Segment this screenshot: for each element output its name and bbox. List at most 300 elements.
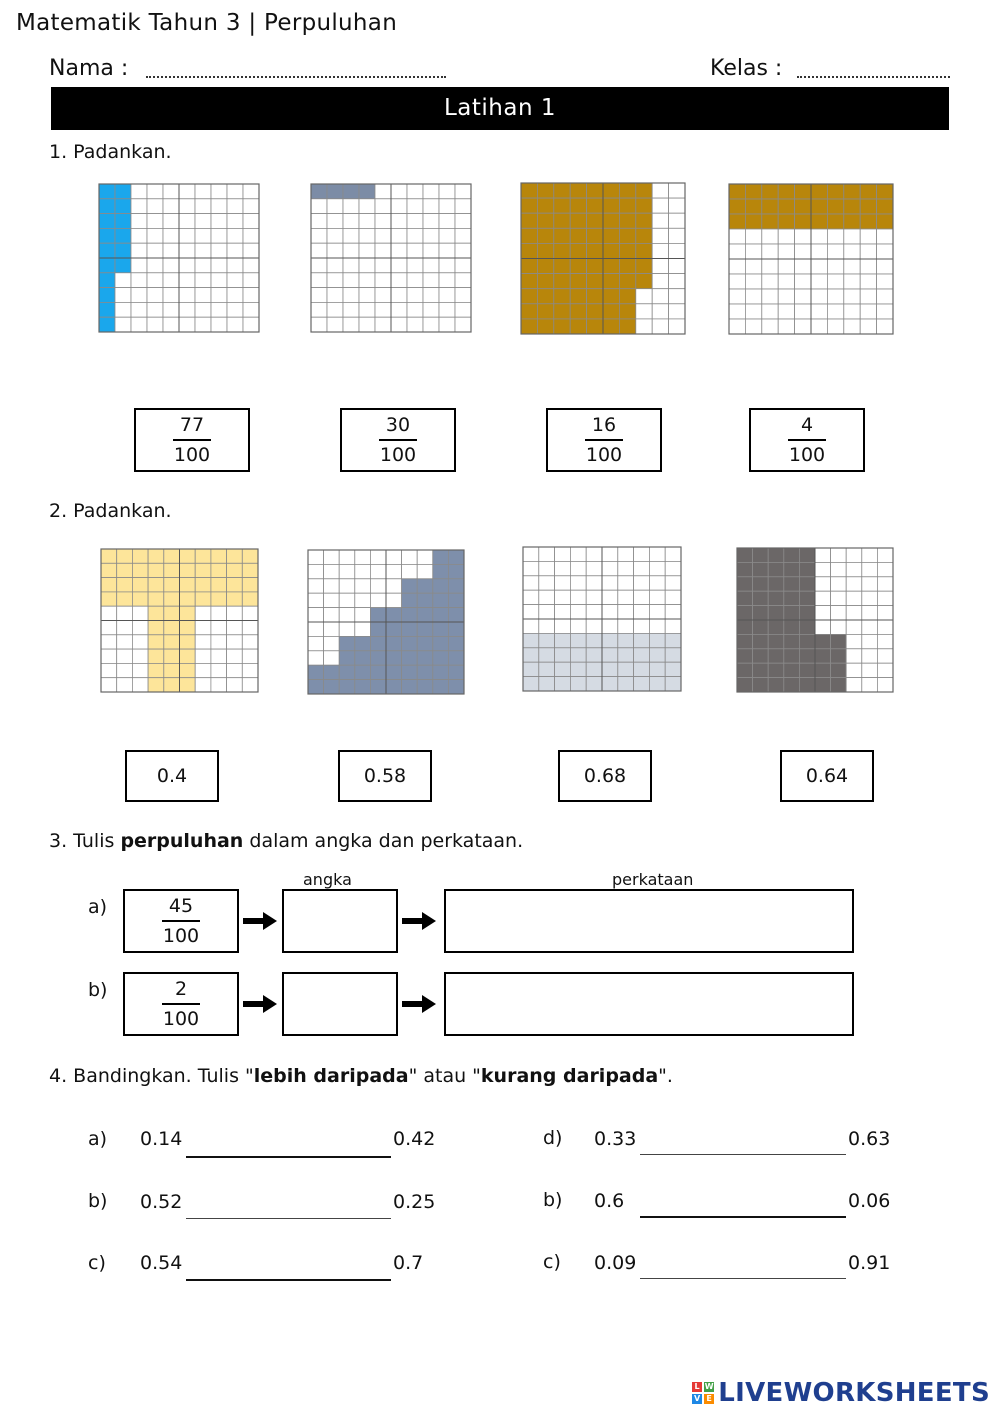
- grid-square: [737, 591, 753, 605]
- grid-square: [831, 634, 847, 648]
- grid-square: [324, 550, 340, 564]
- grid-square: [799, 678, 815, 692]
- grid-square: [115, 243, 131, 258]
- grid-square: [355, 636, 371, 650]
- grid-square: [339, 651, 355, 665]
- grid-square: [652, 319, 668, 334]
- grid-square: [195, 635, 211, 649]
- grid-square: [115, 317, 131, 332]
- compare-label: b): [88, 1190, 108, 1212]
- hundred-grid-2a: [100, 548, 259, 693]
- grid-square: [570, 289, 586, 304]
- grid-square: [860, 289, 876, 304]
- grid-square: [355, 651, 371, 665]
- grid-square: [602, 576, 618, 590]
- grid-square: [753, 634, 769, 648]
- grid-square: [587, 319, 603, 334]
- fraction-card-1[interactable]: [134, 408, 250, 472]
- grid-square: [669, 243, 685, 258]
- grid-square: [311, 199, 327, 214]
- grid-square: [862, 649, 878, 663]
- grid-square: [386, 622, 402, 636]
- grid-square: [324, 665, 340, 679]
- grid-square: [147, 228, 163, 243]
- grid-square: [455, 302, 471, 317]
- compare-answer-line[interactable]: [186, 1156, 391, 1158]
- grid-square: [375, 258, 391, 273]
- grid-square: [811, 184, 827, 199]
- compare-label: d): [543, 1127, 563, 1149]
- grid-square: [636, 198, 652, 213]
- grid-square: [117, 549, 133, 563]
- compare-answer-line[interactable]: [640, 1278, 846, 1279]
- logo-mark-icon: [692, 1382, 714, 1404]
- decimal-card-2[interactable]: 0.58: [338, 750, 432, 802]
- grid-square: [554, 213, 570, 228]
- perkataan-input-a[interactable]: [444, 889, 854, 953]
- grid-square: [737, 663, 753, 677]
- col-angka-label: angka: [303, 870, 352, 889]
- grid-square: [860, 304, 876, 319]
- grid-square: [603, 243, 619, 258]
- grid-square: [327, 243, 343, 258]
- grid-square: [768, 606, 784, 620]
- grid-square: [164, 649, 180, 663]
- grid-square: [799, 562, 815, 576]
- grid-square: [242, 635, 258, 649]
- grid-square: [521, 183, 537, 198]
- grid-square: [339, 622, 355, 636]
- grid-square: [311, 258, 327, 273]
- grid-square: [862, 634, 878, 648]
- grid-square: [649, 619, 665, 633]
- grid-square: [308, 665, 324, 679]
- grid-square: [762, 184, 778, 199]
- grid-square: [211, 635, 227, 649]
- grid-square: [795, 244, 811, 259]
- grid-square: [619, 183, 635, 198]
- grid-square: [147, 273, 163, 288]
- grid-square: [359, 317, 375, 332]
- grid-square: [539, 605, 555, 619]
- grid-square: [355, 665, 371, 679]
- numerator: 16: [591, 414, 617, 437]
- grid-square: [860, 319, 876, 334]
- grid-square: [147, 184, 163, 199]
- grid-square: [846, 548, 862, 562]
- grid-square: [521, 259, 537, 274]
- compare-left-value: 0.54: [140, 1252, 183, 1274]
- grid-square: [391, 214, 407, 229]
- grid-square: [778, 229, 794, 244]
- grid-square: [602, 547, 618, 561]
- grid-square: [179, 184, 195, 199]
- grid-square: [729, 274, 745, 289]
- compare-answer-line[interactable]: [186, 1279, 391, 1281]
- grid-square: [407, 184, 423, 199]
- grid-square: [417, 550, 433, 564]
- grid-square: [523, 576, 539, 590]
- grid-square: [636, 289, 652, 304]
- grid-square: [359, 273, 375, 288]
- hundred-grid-1d: [728, 183, 894, 335]
- grid-square: [131, 317, 147, 332]
- grid-square: [355, 579, 371, 593]
- grid-square: [665, 547, 681, 561]
- grid-square: [179, 243, 195, 258]
- grid-square: [669, 274, 685, 289]
- grid-square: [391, 258, 407, 273]
- grid-square: [423, 273, 439, 288]
- grid-square: [844, 229, 860, 244]
- grid-square: [778, 304, 794, 319]
- grid-square: [370, 636, 386, 650]
- grid-square: [844, 259, 860, 274]
- grid-square: [343, 214, 359, 229]
- grid-square: [827, 244, 843, 259]
- grid-square: [652, 228, 668, 243]
- decimal-card-4[interactable]: 0.64: [780, 750, 874, 802]
- grid-square: [227, 199, 243, 214]
- grid-square: [729, 304, 745, 319]
- grid-square: [308, 608, 324, 622]
- grid-square: [778, 319, 794, 334]
- grid-square: [455, 228, 471, 243]
- grid-square: [243, 317, 259, 332]
- grid-square: [417, 622, 433, 636]
- grid-square: [636, 274, 652, 289]
- grid-square: [117, 578, 133, 592]
- grid-square: [227, 273, 243, 288]
- grid-square: [343, 199, 359, 214]
- grid-square: [375, 243, 391, 258]
- grid-square: [343, 273, 359, 288]
- worksheet-title: Matematik Tahun 3 | Perpuluhan: [16, 10, 398, 36]
- grid-square: [407, 199, 423, 214]
- grid-square: [652, 259, 668, 274]
- grid-square: [131, 258, 147, 273]
- grid-square: [523, 648, 539, 662]
- grid-square: [523, 633, 539, 647]
- grid-square: [815, 562, 831, 576]
- grid-square: [665, 576, 681, 590]
- grid-square: [753, 606, 769, 620]
- grid-square: [784, 548, 800, 562]
- grid-square: [163, 258, 179, 273]
- grid-square: [179, 273, 195, 288]
- compare-label: a): [88, 1128, 108, 1150]
- grid-square: [370, 550, 386, 564]
- grid-square: [523, 561, 539, 575]
- grid-square: [555, 590, 571, 604]
- grid-square: [386, 564, 402, 578]
- fraction-box-a: [123, 889, 239, 953]
- grid-square: [784, 606, 800, 620]
- grid-square: [180, 549, 196, 563]
- grid-square: [603, 228, 619, 243]
- grid-square: [423, 199, 439, 214]
- item-label: a): [88, 896, 108, 918]
- grid-square: [311, 184, 327, 199]
- grid-square: [602, 561, 618, 575]
- grid-square: [827, 274, 843, 289]
- grid-square: [737, 634, 753, 648]
- grid-square: [762, 244, 778, 259]
- grid-square: [308, 579, 324, 593]
- grid-square: [745, 289, 761, 304]
- grid-square: [827, 289, 843, 304]
- grid-square: [862, 663, 878, 677]
- grid-square: [195, 563, 211, 577]
- grid-square: [555, 633, 571, 647]
- compare-right-value: 0.7: [393, 1252, 424, 1274]
- grid-square: [402, 665, 418, 679]
- grid-square: [423, 228, 439, 243]
- grid-square: [99, 302, 115, 317]
- grid-square: [795, 214, 811, 229]
- grid-square: [211, 302, 227, 317]
- grid-square: [391, 228, 407, 243]
- grid-square: [148, 635, 164, 649]
- class-line[interactable]: [797, 76, 950, 78]
- hundred-grid-2d: [736, 547, 894, 693]
- grid-square: [778, 184, 794, 199]
- grid-square: [815, 678, 831, 692]
- grid-square: [570, 561, 586, 575]
- grid-square: [877, 199, 893, 214]
- grid-square: [101, 606, 117, 620]
- grid-square: [669, 228, 685, 243]
- grid-square: [649, 662, 665, 676]
- grid-square: [99, 273, 115, 288]
- grid-square: [131, 199, 147, 214]
- grid-square: [619, 228, 635, 243]
- grid-square: [652, 213, 668, 228]
- grid-square: [101, 621, 117, 635]
- grid-square: [737, 577, 753, 591]
- grid-square: [132, 621, 148, 635]
- decimal-card-3[interactable]: 0.68: [558, 750, 652, 802]
- grid-square: [745, 229, 761, 244]
- grid-square: [355, 622, 371, 636]
- decimal-card-1[interactable]: 0.4: [125, 750, 219, 802]
- grid-square: [537, 243, 553, 258]
- grid-square: [587, 259, 603, 274]
- grid-square: [619, 259, 635, 274]
- grid-square: [827, 319, 843, 334]
- grid-square: [439, 228, 455, 243]
- perkataan-input-b[interactable]: [444, 972, 854, 1036]
- grid-square: [148, 563, 164, 577]
- grid-square: [439, 258, 455, 273]
- grid-square: [407, 317, 423, 332]
- angka-input-b[interactable]: [282, 972, 398, 1036]
- grid-square: [521, 289, 537, 304]
- grid-square: [101, 649, 117, 663]
- grid-square: [417, 636, 433, 650]
- grid-square: [586, 619, 602, 633]
- fraction-card-3[interactable]: [546, 408, 662, 472]
- grid-square: [729, 199, 745, 214]
- logo-mark-letter: L: [692, 1382, 702, 1392]
- grid-square: [386, 680, 402, 694]
- grid-square: [537, 274, 553, 289]
- grid-square: [753, 548, 769, 562]
- grid-square: [423, 258, 439, 273]
- grid-square: [99, 258, 115, 273]
- grid-square: [649, 561, 665, 575]
- grid-square: [570, 590, 586, 604]
- grid-square: [375, 288, 391, 303]
- grid-square: [860, 244, 876, 259]
- grid-square: [433, 608, 449, 622]
- compare-answer-line[interactable]: [640, 1154, 846, 1155]
- grid-square: [242, 663, 258, 677]
- grid-square: [587, 304, 603, 319]
- grid-square: [784, 562, 800, 576]
- grid-square: [768, 663, 784, 677]
- grid-square: [586, 648, 602, 662]
- fraction-card-4[interactable]: [749, 408, 865, 472]
- grid-square: [132, 592, 148, 606]
- grid-square: [737, 562, 753, 576]
- grid-square: [768, 548, 784, 562]
- grid-square: [195, 578, 211, 592]
- fraction-card-2[interactable]: [340, 408, 456, 472]
- grid-square: [815, 591, 831, 605]
- q4-bold-kurang: kurang daripada: [480, 1065, 659, 1087]
- grid-square: [554, 198, 570, 213]
- grid-square: [729, 214, 745, 229]
- grid-square: [554, 183, 570, 198]
- compare-label: c): [88, 1252, 106, 1274]
- grid-square: [163, 184, 179, 199]
- hundred-grid-2c: [522, 546, 682, 692]
- grid-square: [745, 259, 761, 274]
- compare-answer-line[interactable]: [186, 1218, 391, 1219]
- grid-square: [745, 274, 761, 289]
- numerator: 77: [179, 414, 205, 437]
- grid-square: [227, 592, 243, 606]
- grid-square: [227, 549, 243, 563]
- compare-answer-line[interactable]: [640, 1216, 846, 1218]
- grid-square: [195, 228, 211, 243]
- grid-square: [311, 214, 327, 229]
- grid-square: [860, 259, 876, 274]
- grid-square: [570, 319, 586, 334]
- grid-square: [570, 662, 586, 676]
- grid-square: [242, 621, 258, 635]
- grid-square: [537, 319, 553, 334]
- grid-square: [163, 199, 179, 214]
- grid-square: [827, 199, 843, 214]
- grid-square: [862, 606, 878, 620]
- grid-square: [537, 183, 553, 198]
- grid-square: [327, 228, 343, 243]
- grid-square: [339, 579, 355, 593]
- grid-square: [537, 304, 553, 319]
- grid-square: [636, 319, 652, 334]
- grid-square: [745, 199, 761, 214]
- grid-square: [827, 229, 843, 244]
- grid-square: [784, 649, 800, 663]
- grid-square: [602, 662, 618, 676]
- grid-square: [324, 579, 340, 593]
- grid-square: [603, 198, 619, 213]
- grid-square: [636, 213, 652, 228]
- grid-square: [370, 622, 386, 636]
- grid-square: [753, 620, 769, 634]
- grid-square: [844, 274, 860, 289]
- grid-square: [795, 184, 811, 199]
- grid-square: [211, 549, 227, 563]
- grid-square: [147, 214, 163, 229]
- grid-square: [669, 183, 685, 198]
- grid-square: [439, 302, 455, 317]
- grid-square: [762, 259, 778, 274]
- grid-square: [811, 289, 827, 304]
- grid-square: [195, 199, 211, 214]
- grid-square: [877, 304, 893, 319]
- grid-square: [131, 228, 147, 243]
- grid-square: [227, 563, 243, 577]
- grid-square: [634, 619, 650, 633]
- grid-square: [132, 549, 148, 563]
- grid-square: [99, 288, 115, 303]
- grid-square: [163, 243, 179, 258]
- grid-square: [811, 214, 827, 229]
- grid-square: [370, 608, 386, 622]
- grid-square: [227, 678, 243, 692]
- grid-square: [227, 302, 243, 317]
- grid-square: [587, 183, 603, 198]
- grid-square: [327, 258, 343, 273]
- grid-square: [523, 619, 539, 633]
- grid-square: [636, 183, 652, 198]
- grid-square: [554, 319, 570, 334]
- compare-right-value: 0.42: [393, 1128, 436, 1150]
- grid-square: [618, 576, 634, 590]
- grid-square: [634, 547, 650, 561]
- grid-square: [115, 302, 131, 317]
- grid-square: [448, 564, 464, 578]
- grid-square: [603, 319, 619, 334]
- name-line[interactable]: [146, 76, 446, 78]
- grid-square: [554, 243, 570, 258]
- grid-square: [117, 592, 133, 606]
- angka-input-a[interactable]: [282, 889, 398, 953]
- grid-square: [242, 649, 258, 663]
- grid-square: [195, 678, 211, 692]
- grid-square: [195, 184, 211, 199]
- grid-square: [811, 199, 827, 214]
- grid-square: [860, 199, 876, 214]
- grid-square: [799, 577, 815, 591]
- grid-square: [815, 663, 831, 677]
- grid-square: [180, 606, 196, 620]
- grid-square: [448, 680, 464, 694]
- grid-square: [649, 648, 665, 662]
- grid-square: [737, 620, 753, 634]
- compare-label: b): [543, 1189, 563, 1211]
- grid-square: [227, 663, 243, 677]
- denominator: 100: [585, 443, 623, 466]
- grid-square: [862, 562, 878, 576]
- grid-square: [117, 678, 133, 692]
- grid-square: [636, 228, 652, 243]
- grid-square: [308, 593, 324, 607]
- grid-square: [343, 302, 359, 317]
